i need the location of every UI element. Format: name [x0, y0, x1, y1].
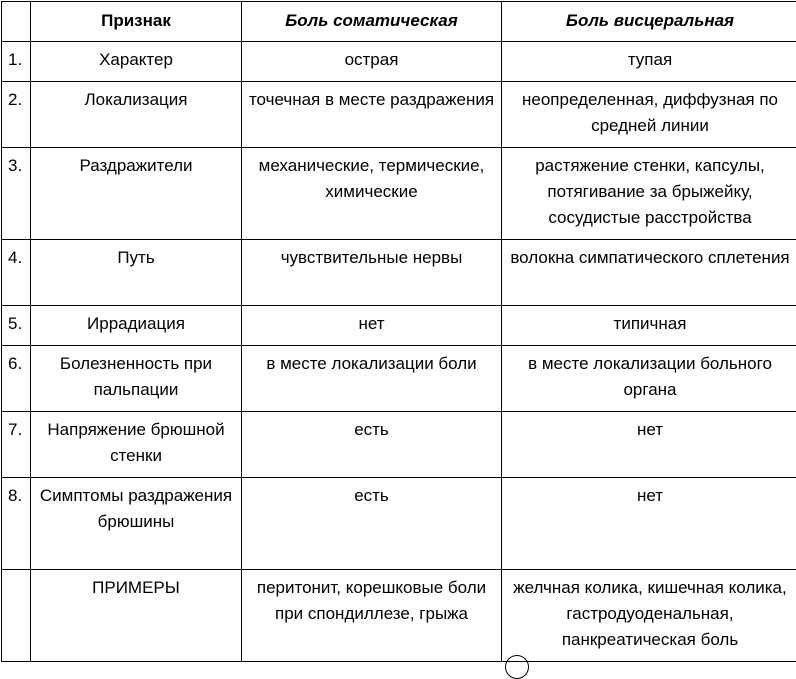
row-feature: ПРИМЕРЫ — [31, 570, 242, 662]
row-somatic: чувствительные нервы — [242, 240, 502, 306]
header-visceral: Боль висцеральная — [502, 2, 796, 42]
header-row — [2, 2, 796, 42]
row-num: 2. — [2, 82, 31, 148]
table-row — [2, 306, 796, 346]
row-num: 7. — [2, 412, 31, 478]
table-row — [2, 148, 796, 240]
row-feature: Путь — [31, 240, 242, 306]
row-feature: Характер — [31, 42, 242, 82]
row-visceral: в месте локализации больного органа — [502, 346, 796, 412]
header-somatic: Боль соматическая — [242, 2, 502, 42]
table-row — [2, 570, 796, 662]
row-somatic: нет — [242, 306, 502, 346]
table-row — [2, 240, 796, 306]
row-visceral: желчная колика, кишечная колика, гастродуоденальная, панкреатическая боль — [502, 570, 796, 662]
row-somatic: перитонит, корешковые боли при спондиллезе, грыжа — [242, 570, 502, 662]
table-row — [2, 412, 796, 478]
header-num — [2, 2, 31, 42]
row-visceral: тупая — [502, 42, 796, 82]
table-row — [2, 82, 796, 148]
row-visceral: волокна симпатического сплетения — [502, 240, 796, 306]
table-row — [2, 346, 796, 412]
row-feature: Локализация — [31, 82, 242, 148]
row-feature: Напряжение брюшной стенки — [31, 412, 242, 478]
row-feature: Болезненность при пальпации — [31, 346, 242, 412]
row-visceral: растяжение стенки, капсулы, потягивание за брыжейку, сосудистые расстройства — [502, 148, 796, 240]
row-visceral: типичная — [502, 306, 796, 346]
row-visceral: нет — [502, 412, 796, 478]
row-num — [2, 570, 31, 662]
row-somatic: есть — [242, 478, 502, 570]
row-somatic: точечная в месте раздражения — [242, 82, 502, 148]
row-visceral: нет — [502, 478, 796, 570]
row-feature: Раздражители — [31, 148, 242, 240]
header-feature: Признак — [31, 2, 242, 42]
row-num: 5. — [2, 306, 31, 346]
row-somatic: есть — [242, 412, 502, 478]
row-visceral: неопределенная, диффузная по средней линии — [502, 82, 796, 148]
table-row — [2, 42, 796, 82]
row-num: 3. — [2, 148, 31, 240]
row-feature: Иррадиация — [31, 306, 242, 346]
row-num: 4. — [2, 240, 31, 306]
page-edge-glyph — [505, 655, 529, 679]
row-somatic: в месте локализации боли — [242, 346, 502, 412]
row-somatic: механические, термические, химические — [242, 148, 502, 240]
row-feature: Симптомы раздражения брюшины — [31, 478, 242, 570]
row-num: 8. — [2, 478, 31, 570]
row-num: 1. — [2, 42, 31, 82]
table-row — [2, 478, 796, 570]
comparison-table — [1, 1, 796, 662]
row-num: 6. — [2, 346, 31, 412]
row-somatic: острая — [242, 42, 502, 82]
